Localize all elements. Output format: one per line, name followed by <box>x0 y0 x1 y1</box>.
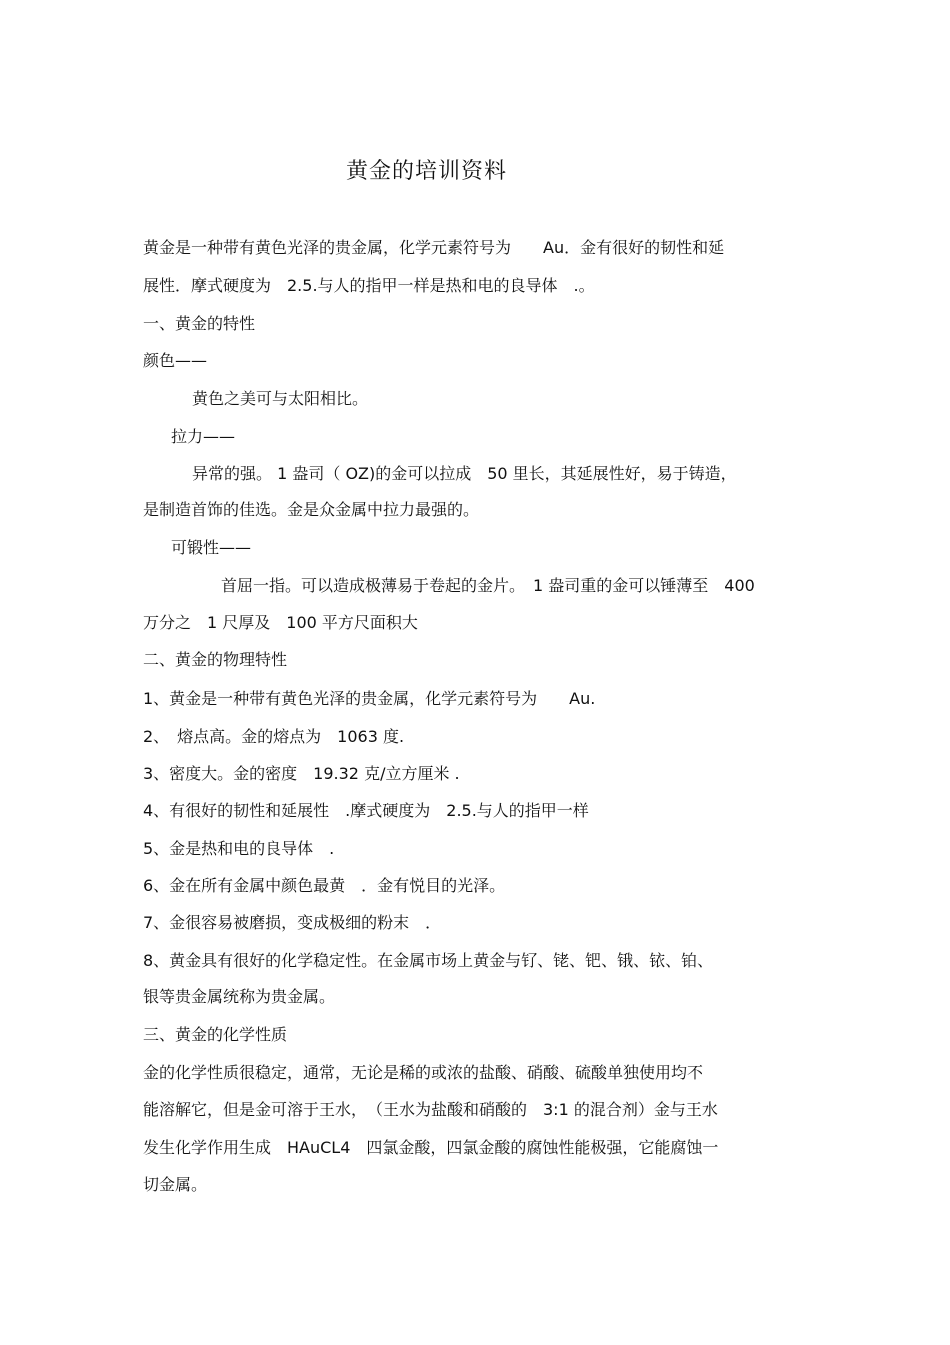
section-heading-chemical: 三、黄金的化学性质 <box>143 1025 288 1044</box>
list-item-5: 5、金是热和电的良导体 . <box>143 839 335 858</box>
subheading-malleability: 可锻性—— <box>171 538 252 557</box>
body-line-malleability-1: 首屈一指。可以造成极薄易于卷起的金片。 1 盎司重的金可以锤薄至 400 <box>221 576 755 595</box>
list-item-8-line-2: 银等贵金属统称为贵金属。 <box>143 987 336 1006</box>
list-item-8-line-1: 8、黄金具有很好的化学稳定性。在金属市场上黄金与钌、铑、钯、锇、铱、铂、 <box>143 951 714 970</box>
list-item-2: 2、 熔点高。金的熔点为 1063 度. <box>143 727 405 746</box>
list-item-4: 4、有很好的韧性和延展性 .摩式硬度为 2.5.与人的指甲一样 <box>143 801 589 820</box>
subheading-tensile: 拉力—— <box>171 427 236 446</box>
body-line-tensile-1: 异常的强。 1 盎司（ OZ)的金可以拉成 50 里长，其延展性好，易于铸造， <box>192 464 737 483</box>
body-line-intro-2: 展性．摩式硬度为 2.5.与人的指甲一样是热和电的良导体 .。 <box>143 276 595 295</box>
document-title: 黄金的培训资料 <box>346 159 508 184</box>
section-heading-physical: 二、黄金的物理特性 <box>143 650 288 669</box>
body-line-intro-1: 黄金是一种带有黄色光泽的贵金属，化学元素符号为 Au．金有很好的韧性和延 <box>143 238 725 257</box>
list-item-6: 6、金在所有金属中颜色最黄 ．金有悦目的光泽。 <box>143 876 506 895</box>
body-line-chemical-1: 金的化学性质很稳定，通常，无论是稀的或浓的盐酸、硝酸、硫酸单独使用均不 <box>143 1063 704 1082</box>
list-item-7: 7、金很容易被磨损，变成极细的粉末 ． <box>143 913 442 932</box>
body-line-chemical-4: 切金属。 <box>143 1175 208 1194</box>
body-line-chemical-3: 发生化学作用生成 HAuCL4 四氯金酸，四氯金酸的腐蚀性能极强，它能腐蚀一 <box>143 1138 719 1157</box>
list-item-1: 1、黄金是一种带有黄色光泽的贵金属，化学元素符号为 Au. <box>143 689 596 708</box>
list-item-3: 3、密度大。金的密度 19.32 克/立方厘米 . <box>143 764 460 783</box>
subheading-color: 颜色—— <box>143 351 208 370</box>
body-line-chemical-2: 能溶解它，但是金可溶于王水， （王水为盐酸和硝酸的 3:1 的混合剂）金与王水 <box>143 1100 718 1119</box>
body-line-malleability-2: 万分之 1 尺厚及 100 平方尺面积大 <box>143 613 418 632</box>
body-line-tensile-2: 是制造首饰的佳选。金是众金属中拉力最强的。 <box>143 500 480 519</box>
section-heading-properties: 一、黄金的特性 <box>143 314 256 333</box>
body-line-color: 黄色之美可与太阳相比。 <box>192 389 369 408</box>
